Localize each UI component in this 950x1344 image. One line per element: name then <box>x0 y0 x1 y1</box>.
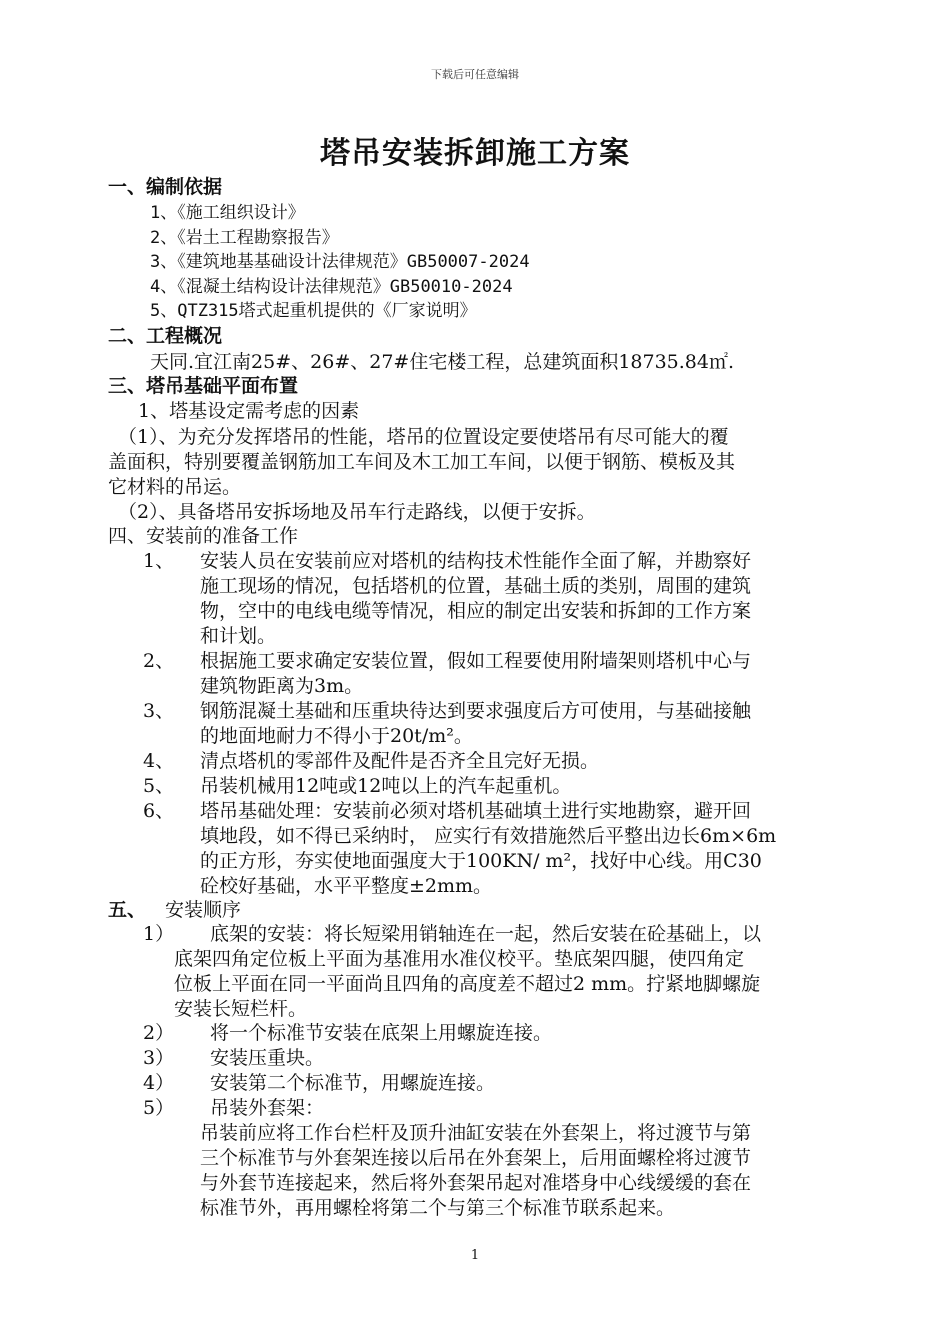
step-line: 吊装外套架： <box>210 1097 325 1119</box>
step-line: 位板上平面在同一平面尚且四角的高度差不超过2 mm。拧紧地脚螺旋 <box>174 973 761 995</box>
page-number: 1 <box>470 1248 480 1263</box>
prep-item-line: 的正方形，夯实使地面强度大于100KN/ m²，找好中心线。用C30 <box>200 850 762 872</box>
step-line: 底架的安装：将长短梁用销轴连在一起，然后安装在砼基础上，以 <box>210 923 762 945</box>
step-paragraph-line: 三个标准节与外套架连接以后吊在外套架上，后用面螺栓将过渡节 <box>200 1147 752 1169</box>
prep-item-number: 3、 <box>143 700 175 722</box>
layout-paragraph-line: 盖面积，特别要覆盖钢筋加工车间及木工加工车间，以便于钢筋、模板及其 <box>108 451 736 473</box>
prep-item-line: 清点塔机的零部件及配件是否齐全且完好无损。 <box>200 750 600 772</box>
layout-paragraph: （2）、具备塔吊安拆场地及吊车行走路线，以便于安拆。 <box>118 501 596 523</box>
section-heading-basis: 一、编制依据 <box>108 176 223 198</box>
step-line: 安装长短栏杆。 <box>174 998 308 1020</box>
step-line: 底架四角定位板上平面为基准用水准仪校平。垫底架四腿，使四角定 <box>174 948 745 970</box>
prep-item-line: 的地面地耐力不得小于20t/m²。 <box>200 725 473 747</box>
prep-item-line: 安装人员在安装前应对塔机的结构技术性能作全面了解，并勘察好 <box>200 550 752 572</box>
prep-item-line: 根据施工要求确定安装位置，假如工程要使用附墙架则塔机中心与 <box>200 650 752 672</box>
section-heading-preparation: 四、安装前的准备工作 <box>108 525 299 547</box>
basis-item: 1、《施工组织设计》 <box>150 203 305 223</box>
page-header: 下载后可任意编辑 <box>431 68 519 81</box>
prep-item-line: 钢筋混凝土基础和压重块待达到要求强度后方可使用，与基础接触 <box>200 700 752 722</box>
step-number: 4） <box>143 1072 175 1094</box>
prep-item-line: 物，空中的电线电缆等情况，相应的制定出安装和拆卸的工作方案 <box>200 600 752 622</box>
step-paragraph-line: 吊装前应将工作台栏杆及顶升油缸安装在外套架上，将过渡节与第 <box>200 1122 752 1144</box>
section-heading-number: 五、 <box>108 899 147 921</box>
overview-text: 天同.宜江南25#、26#、27#住宅楼工程，总建筑面积18735.84㎡. <box>150 351 735 373</box>
step-line: 将一个标准节安装在底架上用螺旋连接。 <box>210 1022 553 1044</box>
prep-item-number: 1、 <box>143 550 175 572</box>
step-line: 安装第二个标准节，用螺旋连接。 <box>210 1072 496 1094</box>
section-heading-sequence: 安装顺序 <box>165 899 242 921</box>
document-title: 塔吊安装拆卸施工方案 <box>320 136 630 171</box>
prep-item-number: 4、 <box>143 750 175 772</box>
prep-item-line: 和计划。 <box>200 625 277 647</box>
basis-item: 3、《建筑地基基础设计法律规范》GB50007-2024 <box>150 252 530 272</box>
layout-subheading: 1、塔基设定需考虑的因素 <box>138 400 360 422</box>
prep-item-number: 2、 <box>143 650 175 672</box>
step-paragraph-line: 与外套节连接起来，然后将外套架吊起对准塔身中心线缓缓的套在 <box>200 1172 752 1194</box>
prep-item-line: 塔吊基础处理：安装前必须对塔机基础填土进行实地勘察，避开回 <box>200 800 752 822</box>
layout-paragraph-line: （1）、为充分发挥塔吊的性能，塔吊的位置设定要使塔吊有尽可能大的覆 <box>118 426 729 448</box>
step-line: 安装压重块。 <box>210 1047 325 1069</box>
step-number: 5） <box>143 1097 175 1119</box>
step-number: 3） <box>143 1047 175 1069</box>
step-paragraph-line: 标准节外，再用螺栓将第二个与第三个标准节联系起来。 <box>200 1197 676 1219</box>
prep-item-number: 5、 <box>143 775 175 797</box>
prep-item-number: 6、 <box>143 800 175 822</box>
prep-item-line: 填地段，如不得已采纳时， 应实行有效措施然后平整出边长6m×6m <box>200 825 777 847</box>
prep-item-line: 吊装机械用12吨或12吨以上的汽车起重机。 <box>200 775 572 797</box>
step-number: 2） <box>143 1022 175 1044</box>
basis-item: 4、《混凝土结构设计法律规范》GB50010-2024 <box>150 277 513 297</box>
prep-item-line: 施工现场的情况，包括塔机的位置，基础土质的类别，周围的建筑 <box>200 575 752 597</box>
section-heading-overview: 二、工程概况 <box>108 325 223 347</box>
basis-item: 2、《岩土工程勘察报告》 <box>150 228 339 248</box>
step-number: 1） <box>143 923 175 945</box>
prep-item-line: 建筑物距离为3m。 <box>200 675 364 697</box>
section-heading-layout: 三、塔吊基础平面布置 <box>108 375 299 397</box>
basis-item: 5、QTZ315塔式起重机提供的《厂家说明》 <box>150 301 477 321</box>
prep-item-line: 砼校好基础，水平平整度±2mm。 <box>200 875 493 897</box>
layout-paragraph-line: 它材料的吊运。 <box>108 476 242 498</box>
